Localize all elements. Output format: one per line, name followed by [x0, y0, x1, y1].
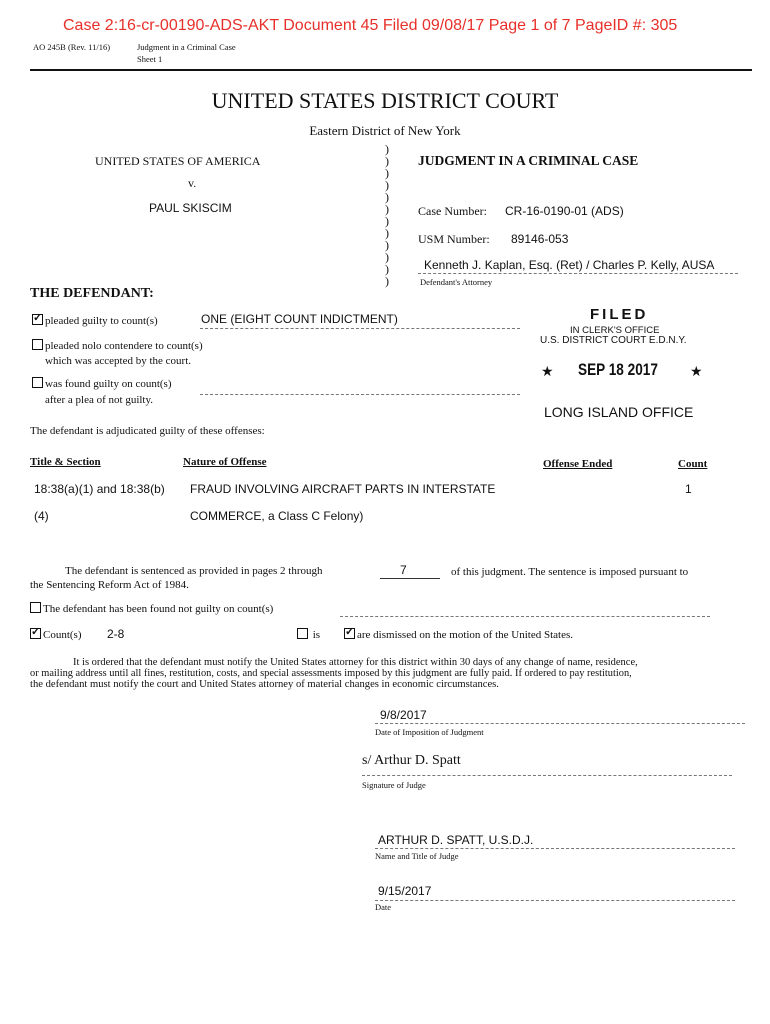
sentence-text-pre: The defendant is sentenced as provided in pages 2 through: [65, 565, 323, 577]
defendant-name: PAUL SKISCIM: [149, 201, 232, 215]
stamp-district-court: U.S. DISTRICT COURT E.D.N.Y.: [540, 335, 687, 346]
counts-checkbox[interactable]: [30, 628, 41, 639]
col-offense-ended: Offense Ended: [543, 458, 613, 470]
stamp-filed: FILED: [590, 306, 649, 323]
col-title-section: Title & Section: [30, 456, 101, 468]
pleaded-guilty-row: [32, 314, 158, 327]
is-row: [297, 628, 320, 641]
nolo-sub: which was accepted by the court.: [45, 355, 191, 367]
found-guilty-row: [32, 377, 171, 390]
offense-row-1-nature: FRAUD INVOLVING AIRCRAFT PARTS IN INTERSTATE: [190, 482, 496, 496]
found-guilty-sub: after a plea of not guilty.: [45, 394, 154, 406]
versus: v.: [188, 176, 197, 190]
usm-number: 89146-053: [511, 232, 569, 246]
attorney-rule: [418, 273, 738, 274]
offense-row-2-nature: COMMERCE, a Class C Felony): [190, 509, 364, 523]
are-checkbox[interactable]: [344, 628, 355, 639]
header-rule: [30, 69, 752, 71]
imposition-date: 9/8/2017: [380, 708, 427, 722]
sentence-text-line2: the Sentencing Reform Act of 1984.: [30, 579, 189, 591]
order-line-2: or mailing address until all fines, restitution, costs, and special assessments imposed by this judgment are fully paid. If ordered to pay restitution,: [30, 668, 632, 679]
court-district: Eastern District of New York: [309, 123, 461, 138]
counts-label: Count(s): [43, 629, 82, 641]
court-title: UNITED STATES DISTRICT COURT: [211, 88, 559, 113]
not-guilty-checkbox[interactable]: [30, 602, 41, 613]
document-title: JUDGMENT IN A CRIMINAL CASE: [418, 153, 639, 168]
is-label: is: [312, 629, 321, 641]
sentence-text-post: of this judgment. The sentence is imposed pursuant to: [451, 566, 689, 578]
judge-signature: s/ Arthur D. Spatt: [362, 753, 461, 768]
nolo-row: [32, 339, 203, 352]
case-number-label: Case Number:: [418, 204, 487, 218]
are-label: are dismissed on the motion of the United States.: [357, 629, 573, 641]
is-checkbox[interactable]: [297, 628, 308, 639]
imposition-rule: [375, 723, 745, 724]
col-nature: Nature of Offense: [183, 456, 267, 468]
usm-number-label: USM Number:: [418, 232, 490, 246]
stamp-star-right: ★: [690, 363, 703, 379]
nolo-label: pleaded nolo contendere to count(s): [45, 340, 203, 352]
not-guilty-rule: [340, 616, 710, 617]
pleaded-guilty-label: pleaded guilty to count(s): [45, 315, 158, 327]
pages-rule: [380, 578, 440, 579]
are-row: [344, 628, 573, 641]
found-guilty-checkbox[interactable]: [32, 377, 43, 388]
not-guilty-row: [30, 602, 273, 615]
judge-name-label: Name and Title of Judge: [375, 851, 459, 861]
counts-value: 2-8: [107, 627, 125, 641]
form-code: AO 245B (Rev. 11/16): [33, 42, 111, 52]
attorney-label: Defendant's Attorney: [420, 277, 493, 287]
offense-row-2-title: (4): [34, 509, 49, 523]
sheet-label: Sheet 1: [137, 54, 163, 64]
defendant-heading: THE DEFENDANT:: [30, 286, 154, 301]
counts-row: [30, 628, 82, 641]
stamp-date: SEP 18 2017: [578, 360, 658, 379]
attorneys: Kenneth J. Kaplan, Esq. (Ret) / Charles P. Kelly, AUSA: [424, 258, 715, 272]
date-rule: [375, 900, 735, 901]
found-guilty-label: was found guilty on count(s): [45, 378, 172, 390]
sentence-pages: 7: [400, 563, 407, 577]
date-label: Date: [375, 902, 392, 912]
stamp-clerk-office: IN CLERK'S OFFICE: [570, 325, 660, 336]
pleaded-guilty-value: ONE (EIGHT COUNT INDICTMENT): [201, 312, 398, 326]
not-guilty-label: The defendant has been found not guilty on count(s): [43, 603, 274, 615]
pleaded-guilty-checkbox[interactable]: [32, 314, 43, 325]
stamp-star-left: ★: [541, 363, 554, 379]
signed-date: 9/15/2017: [378, 884, 432, 898]
signature-rule: [362, 775, 732, 776]
signature-label: Signature of Judge: [362, 780, 426, 790]
form-title: Judgment in a Criminal Case: [137, 42, 236, 52]
guilty-rule: [200, 328, 520, 329]
col-count: Count: [678, 458, 708, 470]
caption-parens: ) ) ) ) ) ) ) ) ) ) ) ): [385, 142, 389, 288]
case-number: CR-16-0190-01 (ADS): [505, 204, 624, 218]
judge-name: ARTHUR D. SPATT, U.S.D.J.: [378, 833, 534, 847]
judge-name-rule: [375, 848, 735, 849]
offense-row-1-title: 18:38(a)(1) and 18:38(b): [34, 482, 165, 496]
case-header: Case 2:16-cr-00190-ADS-AKT Document 45 Filed 09/08/17 Page 1 of 7 PageID #: 305: [63, 17, 678, 34]
order-line-3: the defendant must notify the court and United States attorney of material changes in economic circumstances.: [30, 679, 499, 690]
offense-row-1-count: 1: [685, 482, 692, 496]
stamp-office: LONG ISLAND OFFICE: [544, 404, 694, 420]
adjudicated-text: The defendant is adjudicated guilty of these offenses:: [30, 425, 265, 437]
plaintiff-name: UNITED STATES OF AMERICA: [95, 154, 261, 168]
found-guilty-rule: [200, 394, 520, 395]
imposition-label: Date of Imposition of Judgment: [375, 727, 484, 737]
nolo-checkbox[interactable]: [32, 339, 43, 350]
order-line-1: It is ordered that the defendant must notify the United States attorney for this district within 30 days of any change of name, residence,: [73, 657, 638, 668]
